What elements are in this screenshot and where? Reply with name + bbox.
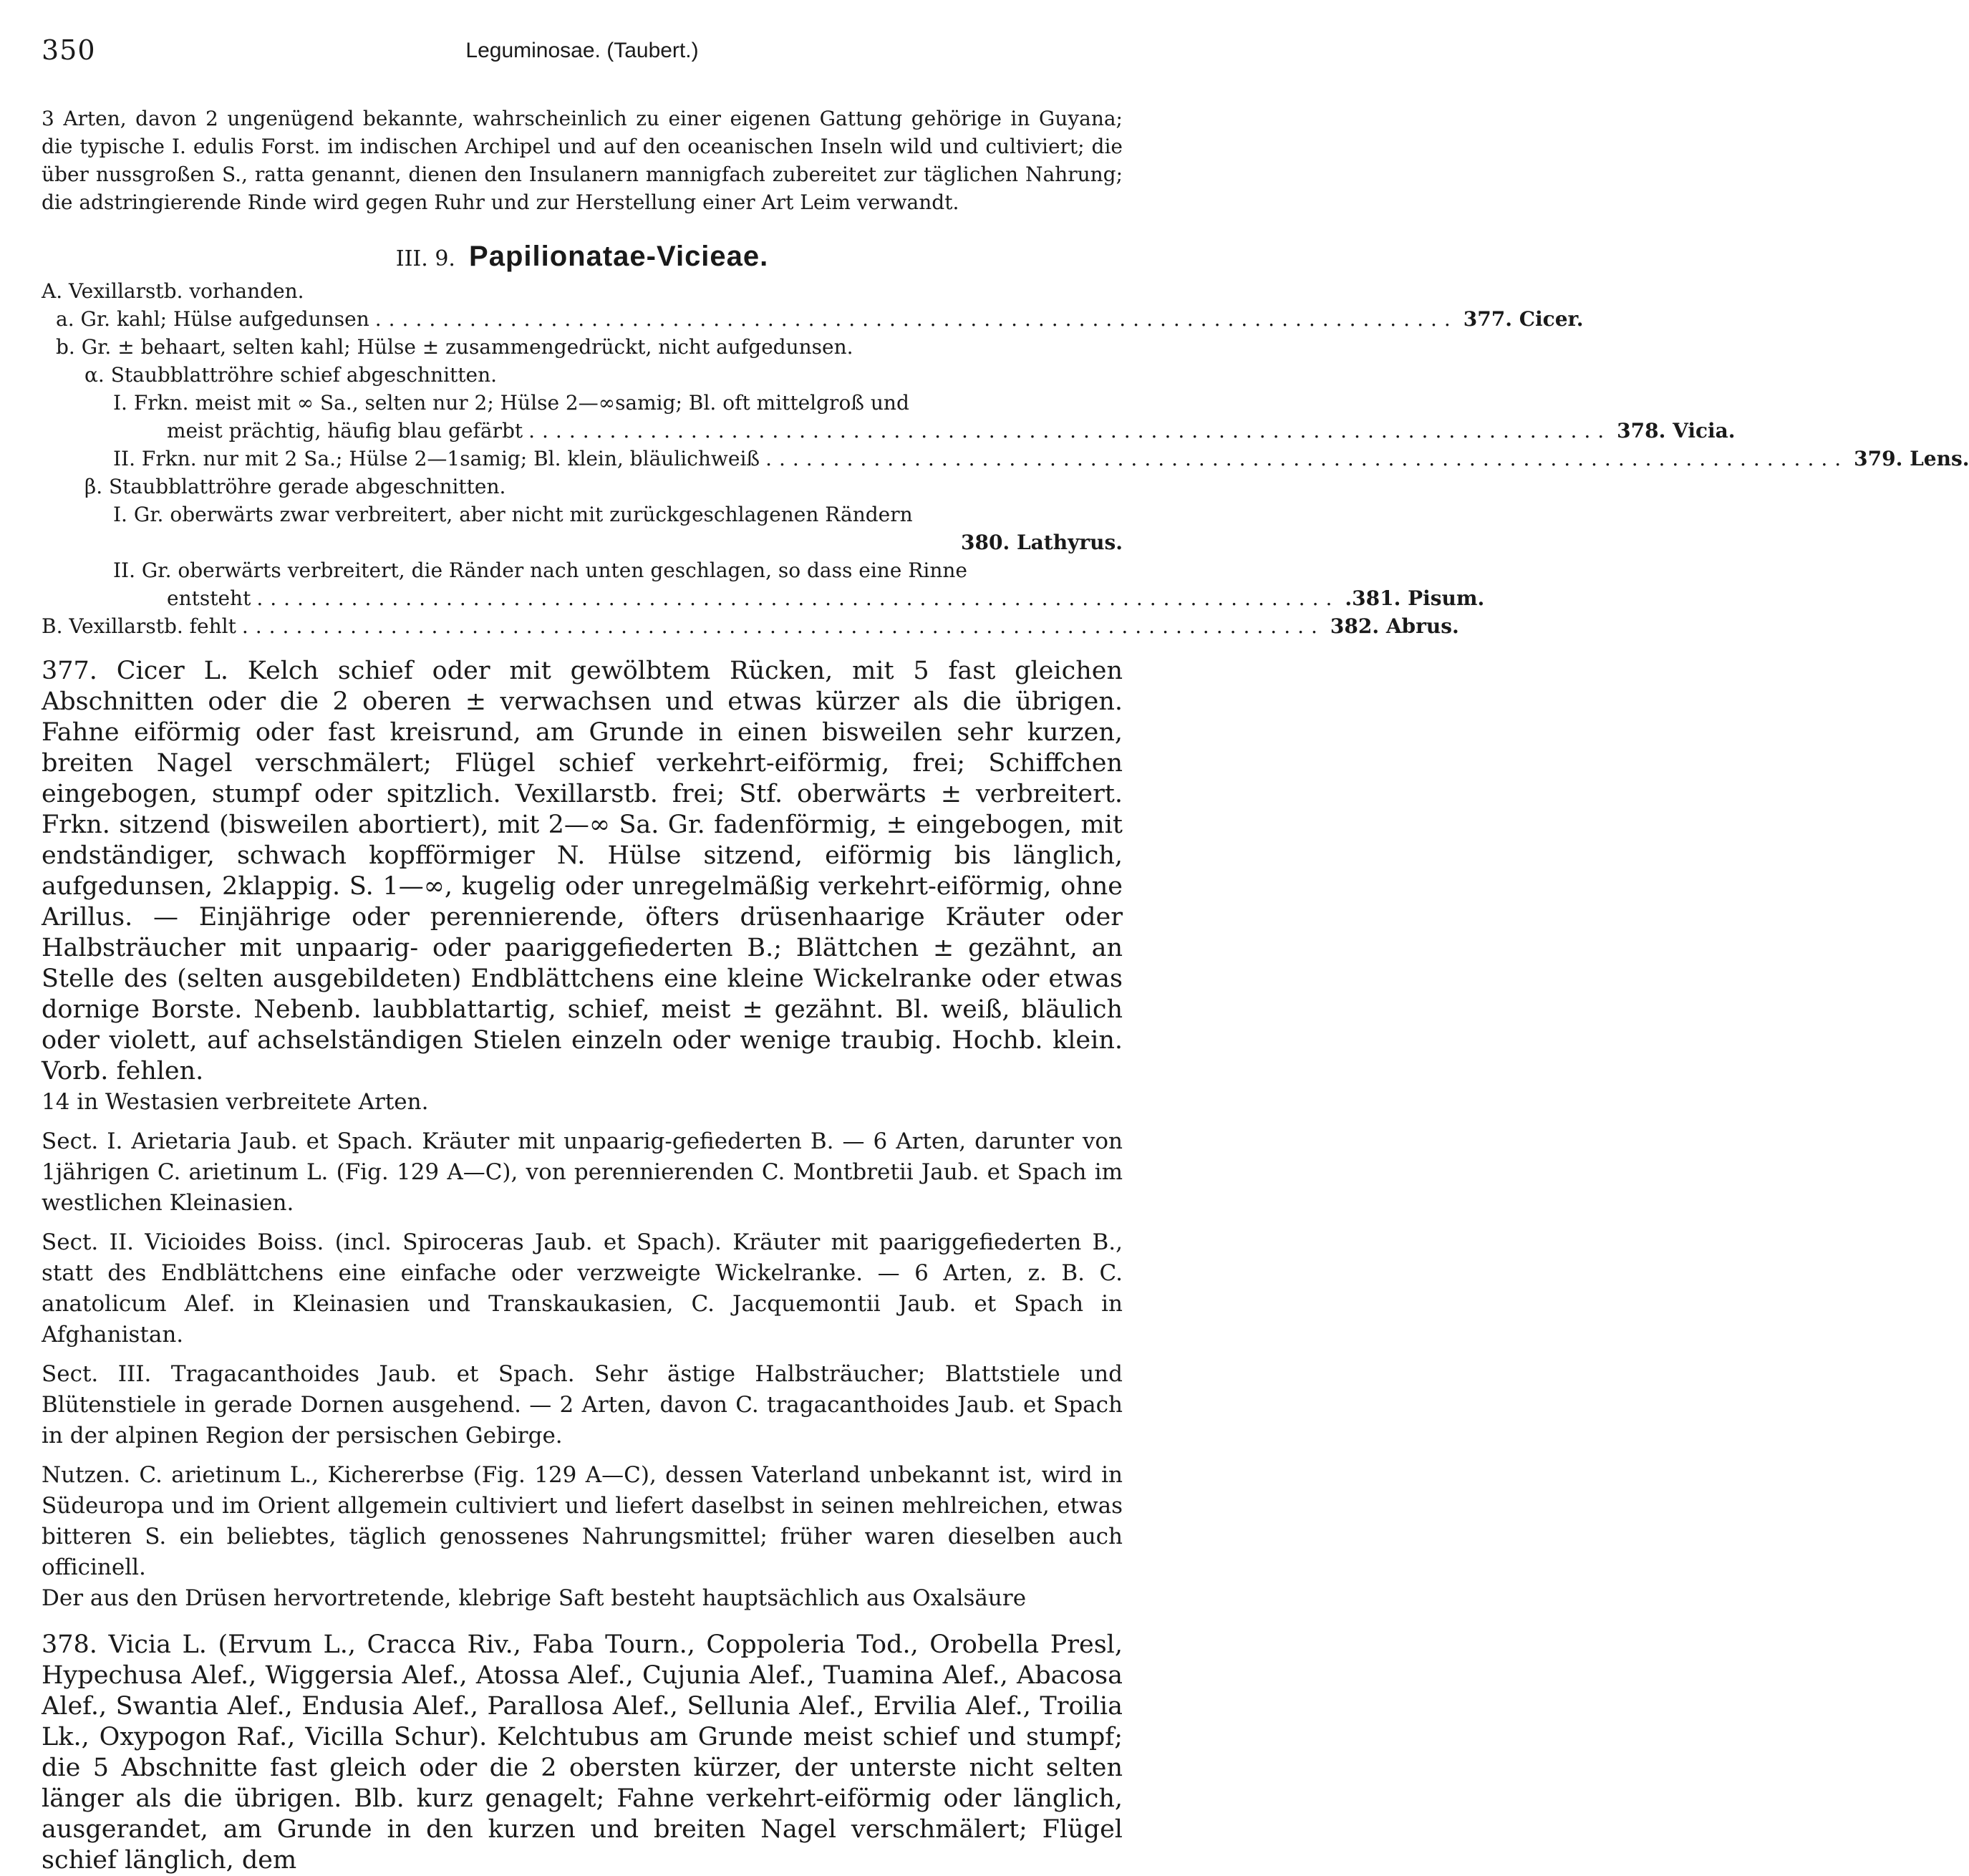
dot-leader: ................................................................................ <box>241 614 1325 638</box>
key-line-text: II. Frkn. nur mit 2 Sa.; Hülse 2—1samig; Bl. klein, bläulichweiß <box>113 447 760 470</box>
key-line <box>42 584 1485 612</box>
key-line <box>42 389 1123 417</box>
key-line-text: a. Gr. kahl; Hülse aufgedunsen <box>56 307 369 331</box>
cicer-section-1: Sect. I. Arietaria Jaub. et Spach. Kräuter mit unpaarig-gefiederten B. — 6 Arten, darunter von 1jährigen C. arietinum L. (Fig. 129 A—C), von perennierenden C. Montbretii Jaub. et Spach im westlichen Kleinasien. <box>42 1128 1123 1216</box>
dot-leader: ................................................................................ <box>256 586 1340 610</box>
key-line-genus: 380. Lathyrus. <box>961 531 1123 554</box>
cicer-section-2: Sect. II. Vicioides Boiss. (incl. Spiroceras Jaub. et Spach). Kräuter mit paariggefiederten B., statt des Endblättchens eine einfache oder verzweigte Wickelranke. — 6 Arten, z. B. C. anatolicum Alef. in Kleinasien und Transkaukasien, C. Jacquemontii Jaub. et Spach in Afghanistan. <box>42 1229 1123 1348</box>
key-line-genus: 378. Vicia. <box>1617 419 1736 443</box>
key-line <box>42 612 1459 640</box>
page-header <box>42 29 1123 69</box>
key-line-text: entsteht <box>167 586 251 610</box>
key-line <box>42 333 1123 361</box>
key-line <box>42 473 1123 501</box>
key-line-genus: 377. Cicer. <box>1463 307 1584 331</box>
key-line-text: β. Staubblattröhre gerade abgeschnitten. <box>84 475 506 498</box>
dot-leader: ................................................................................ <box>374 307 1458 331</box>
key-line <box>42 501 1123 528</box>
key-line <box>42 305 1584 333</box>
page-number: 350 <box>42 34 96 66</box>
dot-leader: ................................................................................ <box>765 447 1849 470</box>
key-line-genus: 379. Lens. <box>1854 447 1969 470</box>
cicer-description: 377. Cicer L. Kelch schief oder mit gewölbtem Rücken, mit 5 fast gleichen Abschnitten oder die 2 oberen ± verwachsen und etwas kürzer als die übrigen. Fahne eiförmig oder fast kreisrund, am Grunde in einen bisweilen sehr kurzen, breiten Nagel verschmälert; Flügel schief verkehrt-eiförmig, frei; Schiffchen eingebogen, stumpf oder spitzlich. Vexillarstb. frei; Stf. oberwärts ± verbreitert. Frkn. sitzend (bisweilen abortiert), mit 2—∞ Sa. Gr. fadenförmig, ± eingebogen, mit endständiger, schwach kopfförmiger N. Hülse sitzend, eiförmig bis länglich, aufgedunsen, 2klappig. S. 1—∞, kugelig oder unregelmäßig verkehrt-eiförmig, ohne Arillus. — Einjährige oder perennierende, öfters drüsenhaarige Kräuter oder Halbsträucher mit unpaarig- oder paariggefiederten B.; Blättchen ± gezähnt, an Stelle des (selten ausgebildeten) Endblättchens eine kleine Wickelranke oder etwas dornige Borste. Nebenb. laubblattartig, schief, meist ± gezähnt. Bl. weiß, bläulich oder violett, auf achselständigen Stielen einzeln oder wenige traubig. Hochb. klein. Vorb. fehlen. <box>42 657 1123 1086</box>
key-line-genus: .381. Pisum. <box>1345 586 1485 610</box>
running-head: Leguminosae. (Taubert.) <box>465 39 699 62</box>
key-line-genus: 382. Abrus. <box>1330 614 1459 638</box>
key-line-text: meist prächtig, häufig blau gefärbt <box>167 419 523 443</box>
cicer-saft: Der aus den Drüsen hervortretende, klebrige Saft besteht hauptsächlich aus Oxalsäure <box>42 1585 1027 1611</box>
section-heading <box>42 241 1123 273</box>
key-line-text: II. Gr. oberwärts verbreitert, die Ränder nach unten geschlagen, so dass eine Rinne <box>113 559 967 582</box>
document-page <box>42 29 1969 1876</box>
cicer-nutzen: Nutzen. C. arietinum L., Kichererbse (Fig. 129 A—C), dessen Vaterland unbekannt ist, wird in Südeuropa und im Orient allgemein cultiviert und liefert daselbst in seinen mehlreichen, etwas bitteren S. ein beliebtes, täglich genossenes Nahrungsmittel; früher waren dieselben auch officinell. <box>42 1462 1123 1580</box>
key-line-text: b. Gr. ± behaart, selten kahl; Hülse ± zusammengedrückt, nicht aufgedunsen. <box>56 335 853 359</box>
key-line-text: I. Gr. oberwärts zwar verbreitert, aber nicht mit zurückgeschlagenen Rändern <box>113 503 913 526</box>
cicer-entry <box>42 656 1123 1614</box>
key-line-text: I. Frkn. meist mit ∞ Sa., selten nur 2; Hülse 2—∞samig; Bl. oft mittelgroß und <box>113 391 909 415</box>
cicer-species-count: 14 in Westasien verbreitete Arten. <box>42 1089 429 1115</box>
key-line <box>42 556 1123 584</box>
key-line <box>42 528 1123 556</box>
dot-leader: ................................................................................ <box>528 419 1612 443</box>
identification-key <box>42 277 1969 640</box>
key-line <box>42 417 1736 445</box>
key-line-text: B. Vexillarstb. fehlt <box>42 614 236 638</box>
key-line <box>42 361 1123 389</box>
key-line <box>42 277 1123 305</box>
key-line-text: A. Vexillarstb. vorhanden. <box>42 279 304 303</box>
intro-paragraph: 3 Arten, davon 2 ungenügend bekannte, wahrscheinlich zu einer eigenen Gattung gehörige in Guyana; die typische I. edulis Forst. im indischen Archipel und auf den oceanischen Inseln wild und cultiviert; die über nussgroßen S., ratta genannt, dienen den Insulanern mannigfach zubereitet zur täglichen Nahrung; die adstringierende Rinde wird gegen Ruhr und zur Herstellung einer Art Leim verwandt. <box>42 107 1123 214</box>
vicia-description: 378. Vicia L. (Ervum L., Cracca Riv., Faba Tourn., Coppoleria Tod., Orobella Presl, Hypechusa Alef., Wiggersia Alef., Atossa Alef., Cujunia Alef., Tuamina Alef., Abacosa Alef., Swantia Alef., Endusia Alef., Parallosa Alef., Sellunia Alef., Ervilia Alef., Troilia Lk., Oxypogon Raf., Vicilla Schur). Kelchtubus am Grunde meist schief und stumpf; die 5 Abschnitte fast gleich oder die 2 obersten kürzer, der unterste nicht selten länger als die übrigen. Blb. kurz genagelt; Fahne verkehrt-eiförmig oder länglich, ausgerandet, am Grunde in den kurzen und breiten Nagel verschmälert; Flügel schief länglich, dem <box>42 1630 1123 1875</box>
section-number: III. 9. <box>395 246 455 271</box>
key-line-text: α. Staubblattröhre schief abgeschnitten. <box>84 363 498 387</box>
section-title: Papilionatae-Vicieae. <box>469 241 769 272</box>
key-line <box>42 445 1969 473</box>
cicer-section-3: Sect. III. Tragacanthoides Jaub. et Spach. Sehr ästige Halbsträucher; Blattstiele und Blütenstiele in gerade Dornen ausgehend. — 2 Arten, davon C. tragacanthoides Jaub. et Spach in der alpinen Region der persischen Gebirge. <box>42 1361 1123 1449</box>
